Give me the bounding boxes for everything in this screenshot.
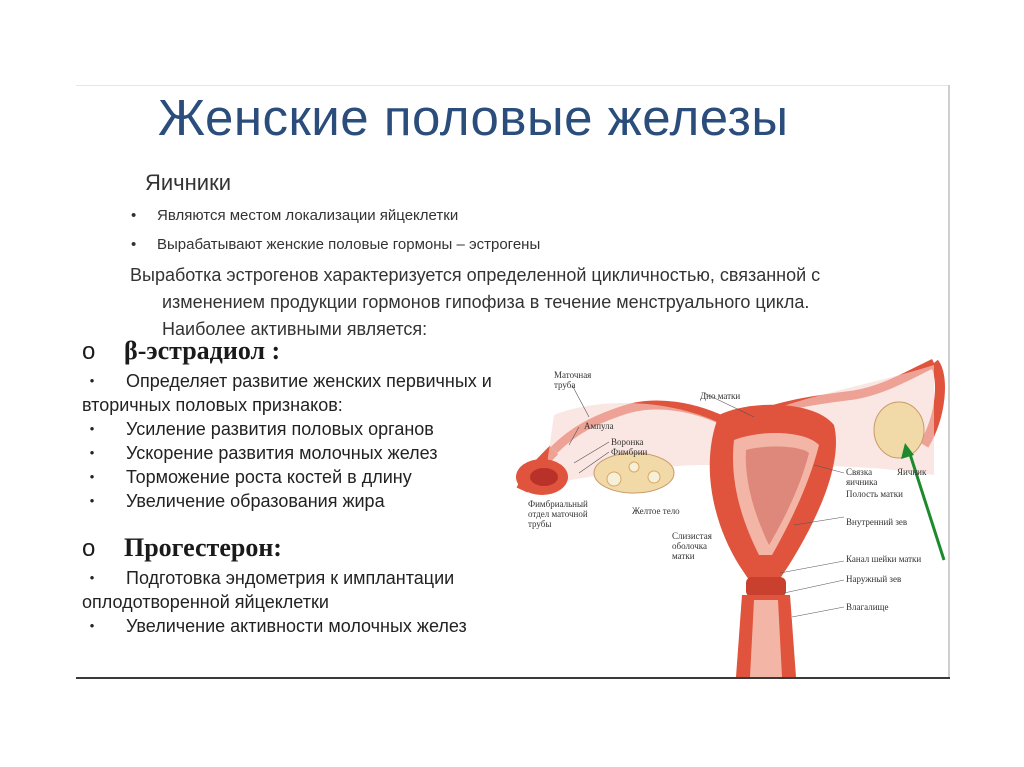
label-tube: Маточная труба <box>554 370 592 390</box>
follicle <box>648 471 660 483</box>
bullet-marker: • <box>89 493 95 508</box>
progesterone-heading <box>82 533 282 563</box>
estradiol-item-text: Ускорение развития молочных желез <box>126 443 438 463</box>
label-external-os: Наружный зев <box>846 574 902 584</box>
bullet-marker: • <box>89 421 95 436</box>
circle-bullet: o <box>82 535 96 562</box>
left-fimbriae-inner <box>530 468 558 486</box>
bullet-marker: • <box>131 207 137 224</box>
estradiol-heading <box>82 336 280 366</box>
paragraph-line-2: изменением продукции гормонов гипофиза в течение менструального цикла. <box>162 292 810 312</box>
label-internal-os: Внутренний зев <box>846 517 908 527</box>
estradiol-item-2 <box>82 417 542 441</box>
paragraph-line-3: Наиболее активными является: <box>162 319 428 339</box>
circle-bullet: o <box>82 338 96 365</box>
estradiol-item-3 <box>82 441 542 465</box>
ovaries-bullet-text: Вырабатывают женские половые гормоны – эстрогены <box>157 236 541 253</box>
uterus-diagram <box>514 355 950 677</box>
left-ovary <box>594 453 674 493</box>
label-fimbriae: Фимбрии <box>611 447 648 457</box>
label-cervical-canal: Канал шейки матки <box>846 554 922 564</box>
cervix <box>746 577 786 597</box>
estradiol-item-4 <box>82 465 542 489</box>
estradiol-item-1 <box>82 369 542 417</box>
label-cavity: Полость матки <box>846 489 903 499</box>
frame-bottom-line <box>76 677 950 679</box>
slide-title: Женские половые железы <box>158 89 789 146</box>
progesterone-item-text: Подготовка эндометрия к имплантации оплодотворенной яйцеклетки <box>82 568 455 612</box>
estradiol-item-text: Увеличение образования жира <box>126 491 385 511</box>
estradiol-list <box>82 369 542 513</box>
label-ligament: Связка яичника <box>846 467 878 487</box>
bullet-marker: • <box>131 236 137 253</box>
label-ovary: Яичник <box>897 467 927 477</box>
frame-top-line <box>76 85 950 86</box>
ovaries-bullet-1 <box>131 207 458 224</box>
label-funnel: Воронка <box>611 437 644 447</box>
vagina-lumen <box>750 600 782 677</box>
bullet-marker: • <box>89 570 95 585</box>
follicle <box>607 472 621 486</box>
progesterone-list <box>82 566 542 638</box>
label-ampulla: Ампула <box>584 421 614 431</box>
label-mucosa: Слизистая оболочка матки <box>672 531 712 561</box>
estradiol-item-text: Торможение роста костей в длину <box>126 467 412 487</box>
ovaries-bullet-2 <box>131 236 540 253</box>
progesterone-item-1 <box>82 566 542 614</box>
label-fimbrial-part: Фимбриальный отдел маточной трубы <box>528 499 588 529</box>
ovaries-bullet-text: Являются местом локализации яйцеклетки <box>157 207 459 224</box>
bullet-marker: • <box>89 618 95 633</box>
estrogen-paragraph <box>130 262 900 343</box>
ovaries-heading: Яичники <box>145 170 231 195</box>
follicle <box>629 462 639 472</box>
estradiol-item-text: Определяет развитие женских первичных и вторичных половых признаков: <box>82 371 492 415</box>
progesterone-heading-text: Прогестерон: <box>124 533 282 562</box>
estradiol-heading-text: β-эстрадиол : <box>124 336 281 365</box>
right-ovary <box>874 402 924 458</box>
bullet-marker: • <box>89 445 95 460</box>
label-fundus: Дно матки <box>700 391 741 401</box>
label-corpus-luteum: Желтое тело <box>632 506 680 516</box>
paragraph-line-1: Выработка эстрогенов характеризуется определенной цикличностью, связанной с <box>130 265 821 285</box>
bullet-marker: • <box>89 469 95 484</box>
bullet-marker: • <box>89 373 95 388</box>
label-vagina: Влагалище <box>846 602 889 612</box>
progesterone-item-2 <box>82 614 482 638</box>
estradiol-item-text: Усиление развития половых органов <box>126 419 434 439</box>
estradiol-item-5 <box>82 489 542 513</box>
progesterone-item-text: Увеличение активности молочных желез <box>126 616 467 636</box>
